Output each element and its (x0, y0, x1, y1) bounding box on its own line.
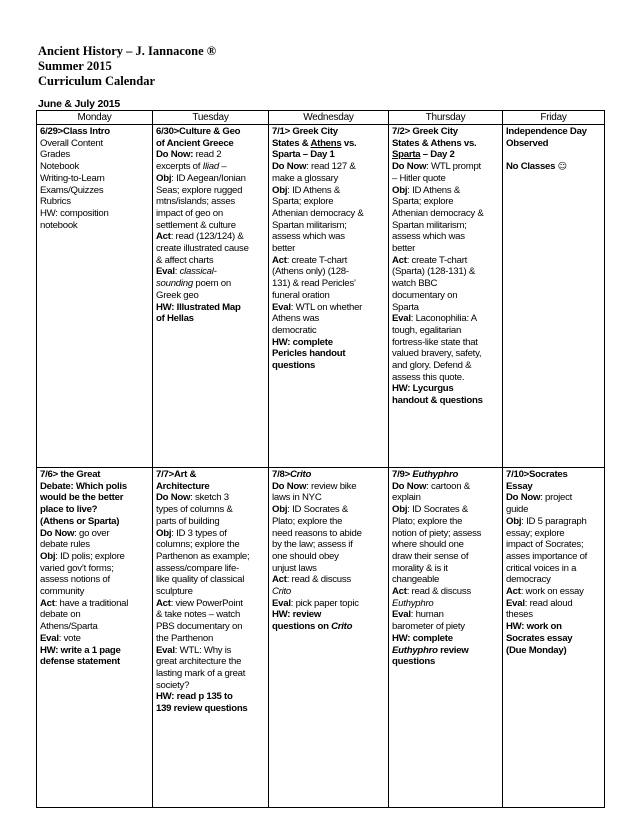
act-text: documentary on (392, 289, 458, 301)
do-now-label: Do Now (156, 492, 191, 504)
act-text: Euthyphro (392, 597, 434, 609)
lesson-title: Sparta (392, 149, 421, 161)
hw-text: Crito (331, 621, 353, 633)
obj-text: settlement & culture (156, 219, 236, 231)
obj-text: impact of Socrates; (506, 539, 584, 551)
eval-text: classical- (179, 266, 217, 278)
eval-text: sounding (156, 278, 193, 290)
do-now-label: Do Now (506, 492, 541, 504)
act-label: Act (392, 254, 407, 266)
eval-label: Eval (392, 609, 411, 621)
lesson-title: 7/8> (272, 469, 290, 480)
eval-text: : read aloud (524, 597, 573, 609)
obj-text: Seas; explore rugged (156, 184, 243, 196)
curriculum-calendar-table (36, 110, 605, 808)
obj-text: columns; explore the (156, 539, 240, 551)
do-now-text: : cartoon & (426, 480, 470, 492)
eval-text: barometer of piety (392, 621, 465, 633)
act-text: : work on essay (520, 586, 584, 598)
cell-7-1 (269, 125, 389, 468)
hw-text: handout & questions (392, 395, 483, 407)
obj-text: Sparta; explore (392, 196, 454, 208)
do-now-label: Do Now (392, 161, 427, 173)
obj-text: : ID Aegean/Ionian (171, 172, 246, 184)
eval-text: poem on (192, 278, 231, 290)
act-text: (Athens only) (128- (272, 266, 349, 278)
do-now-text: : go over (74, 527, 110, 539)
do-now-text: : WTL prompt (426, 161, 481, 173)
header-doc-title: Curriculum Calendar (38, 74, 156, 88)
lesson-line: Overall Content (40, 137, 103, 149)
do-now-text: : review bike (306, 480, 357, 492)
do-now-label: Do Now (392, 480, 427, 492)
obj-text: by the law; assess if (272, 539, 353, 551)
cell-6-29 (37, 125, 153, 468)
hw-text: 139 review questions (156, 703, 248, 715)
hw-text: of Hellas (156, 313, 194, 325)
hw-text: HW: complete (272, 336, 333, 348)
obj-text: Sparta; explore (272, 196, 334, 208)
lesson-title: Euthyphro (412, 469, 459, 480)
lesson-line: HW: composition (40, 207, 109, 219)
obj-text: like quality of classical (156, 574, 245, 586)
eval-text: and glory. Defend & (392, 360, 472, 372)
do-now-text: – Hitler quote (392, 172, 446, 184)
lesson-line: notebook (40, 219, 78, 231)
obj-text: notion of piety; assess (392, 527, 482, 539)
hw-text: HW: review (272, 609, 322, 621)
act-text: Athens/Sparta (40, 621, 98, 633)
obj-text: essay; explore (506, 527, 565, 539)
col-header-monday: Monday (37, 111, 153, 125)
obj-text: : ID 5 paragraph (521, 515, 587, 527)
cell-7-3 (503, 125, 605, 468)
cell-7-10 (503, 468, 605, 808)
header-term: Summer 2015 (38, 59, 112, 73)
lesson-line: Exams/Quizzes (40, 184, 104, 196)
obj-text: better (272, 243, 296, 255)
lesson-title: Debate: Which polis (40, 480, 127, 492)
obj-text: morality & is it (392, 562, 448, 574)
cell-7-9 (389, 468, 503, 808)
act-text: : view PowerPoint (170, 597, 243, 609)
act-text: : create T-chart (406, 254, 468, 266)
obj-text: mtns/islands; asses (156, 196, 235, 208)
eval-label: Eval (506, 597, 525, 609)
obj-text: assess which was (272, 231, 345, 243)
lesson-title: – Day 2 (420, 149, 455, 161)
lesson-title: 6/29>Class Intro (40, 126, 110, 137)
obj-text: Plato; explore the (392, 515, 463, 527)
act-label: Act (272, 574, 287, 586)
hw-text: Euthyphro (392, 644, 438, 656)
hw-text: HW: write a 1 page (40, 644, 121, 656)
obj-text: where should one (392, 539, 464, 551)
eval-label: Eval (156, 644, 175, 656)
obj-text: better (392, 243, 416, 255)
do-now-text: : sketch 3 (190, 492, 229, 504)
lesson-title: 7/9> (392, 469, 413, 480)
hw-text: HW: Lycurgus (392, 383, 454, 395)
obj-text: Spartan militarism; (392, 219, 467, 231)
act-text: 131) & read Pericles’ (272, 278, 356, 290)
eval-text: : WTL: Why is (174, 644, 232, 656)
eval-label: Eval (272, 301, 291, 313)
act-text: funeral oration (272, 289, 330, 301)
obj-text: sculpture (156, 586, 193, 598)
eval-text: democratic (272, 324, 317, 336)
do-now-text: excerpts of (156, 161, 203, 173)
lesson-title: States & Athens vs. (392, 137, 477, 149)
act-text: create illustrated cause (156, 243, 249, 255)
col-header-wednesday: Wednesday (269, 111, 389, 125)
obj-label: Obj (506, 515, 522, 527)
obj-text: : ID Socrates & (407, 504, 469, 516)
act-text: : read (123/124) & (170, 231, 244, 243)
hw-text: HW: read p 135 to (156, 691, 233, 703)
hw-text: Pericles handout (272, 348, 346, 360)
obj-text: democracy (506, 574, 551, 586)
eval-text: valued bravery, safety, (392, 348, 482, 360)
act-text: debate on (40, 609, 81, 621)
do-now-text: guide (506, 504, 529, 516)
do-now-label: Do Now (40, 527, 75, 539)
lesson-line: Writing-to-Learn (40, 172, 105, 184)
col-header-tuesday: Tuesday (153, 111, 269, 125)
eval-label: Eval (392, 313, 411, 325)
smiley-icon: ☺ (557, 162, 567, 173)
hw-text: defense statement (40, 656, 120, 668)
cell-7-7 (153, 468, 269, 808)
do-now-text: types of columns & (156, 504, 233, 516)
obj-label: Obj (272, 504, 288, 516)
header-row (37, 111, 605, 125)
eval-label: Eval (156, 266, 175, 278)
lesson-title: of Ancient Greece (156, 137, 234, 149)
lesson-title: 7/1> Greek City (272, 126, 338, 137)
lesson-title: States & (272, 137, 311, 149)
lesson-title: place to live? (40, 504, 98, 516)
eval-text: : pick paper topic (290, 597, 359, 609)
act-text: Sparta (392, 301, 419, 313)
cell-6-30 (153, 125, 269, 468)
obj-text: need reasons to abide (272, 527, 362, 539)
do-now-text: laws in NYC (272, 492, 322, 504)
obj-text: draw their sense of (392, 550, 469, 562)
act-text: the Parthenon (156, 632, 214, 644)
act-label: Act (272, 254, 287, 266)
obj-text: Athenian democracy & (272, 207, 364, 219)
act-text: : read & discuss (286, 574, 351, 586)
obj-text: assess which was (392, 231, 465, 243)
hw-text: HW: complete (392, 632, 453, 644)
act-label: Act (392, 586, 407, 598)
document-header (38, 44, 216, 89)
eval-text: Athens was (272, 313, 320, 325)
act-label: Act (40, 597, 55, 609)
act-text: & take notes – watch (156, 609, 241, 621)
obj-text: : ID Athens & (407, 184, 460, 196)
hw-text: (Due Monday) (506, 644, 567, 656)
obj-text: assess/compare life- (156, 562, 239, 574)
lesson-title: 7/2> Greek City (392, 126, 458, 137)
lesson-title: Crito (289, 469, 312, 480)
act-text: : have a traditional (54, 597, 129, 609)
obj-text: : ID Athens & (287, 184, 340, 196)
eval-text: : human (410, 609, 444, 621)
hw-text: questions (392, 656, 436, 668)
obj-text: critical voices in a (506, 562, 577, 574)
lesson-line: Grades (40, 149, 70, 161)
lesson-line: Rubrics (40, 196, 71, 208)
obj-text: community (40, 586, 85, 598)
obj-label: Obj (392, 504, 408, 516)
eval-text: lasting mark of a great (156, 667, 246, 679)
obj-label: Obj (156, 527, 172, 539)
do-now-text: – (218, 161, 227, 173)
col-header-thursday: Thursday (389, 111, 503, 125)
no-classes-note: No Classes (506, 161, 558, 173)
do-now-label: Do Now: (156, 149, 194, 161)
eval-text: society? (156, 679, 190, 691)
obj-label: Obj (40, 550, 56, 562)
do-now-text: Iliad (202, 161, 219, 173)
obj-text: Spartan militarism; (272, 219, 347, 231)
obj-label: Obj (272, 184, 288, 196)
lesson-title: would be the better (40, 492, 124, 504)
lesson-title: vs. (341, 137, 357, 149)
obj-label: Obj (392, 184, 408, 196)
obj-text: : ID 3 types of (171, 527, 227, 539)
cell-7-8 (269, 468, 389, 808)
lesson-title: 6/30>Culture & Geo (156, 126, 241, 137)
act-label: Act (506, 586, 521, 598)
act-label: Act (156, 597, 171, 609)
act-text: : read & discuss (406, 586, 471, 598)
hw-text: questions (272, 360, 316, 372)
eval-text: : (174, 266, 180, 278)
obj-text: Athenian democracy & (392, 207, 484, 219)
week-2-row (37, 468, 605, 808)
lesson-line: Notebook (40, 161, 80, 173)
do-now-text: debate rules (40, 539, 90, 551)
col-header-friday: Friday (503, 111, 605, 125)
hw-text: Socrates essay (506, 632, 573, 644)
lesson-title: Observed (506, 137, 549, 149)
obj-text: one should obey (272, 550, 339, 562)
hw-text: HW: Illustrated Map (156, 301, 241, 313)
calendar-period: June & July 2015 (38, 98, 121, 110)
act-label: Act (156, 231, 171, 243)
week-1-row (37, 125, 605, 468)
act-text: Crito (272, 586, 292, 598)
eval-text: tough, egalitarian (392, 324, 462, 336)
do-now-label: Do Now (272, 480, 307, 492)
obj-label: Obj (156, 172, 172, 184)
act-text: PBS documentary on (156, 621, 243, 633)
do-now-text: explain (392, 492, 421, 504)
hw-text: questions on (272, 621, 332, 633)
do-now-text: : read 127 & (306, 161, 356, 173)
eval-text: : Laconophilia: A (410, 313, 477, 325)
lesson-title: Essay (506, 480, 533, 492)
eval-text: great architecture the (156, 656, 242, 668)
do-now-text: : project (540, 492, 573, 504)
do-now-text: read 2 (193, 149, 222, 161)
eval-text: fortress-like state that (392, 336, 478, 348)
header-course-title: Ancient History – J. Iannacone ® (38, 44, 217, 58)
eval-label: Eval (272, 597, 291, 609)
cell-7-2 (389, 125, 503, 468)
eval-text: : WTL on whether (290, 301, 363, 313)
eval-text: theses (506, 609, 533, 621)
act-text: watch BBC (392, 278, 438, 290)
obj-text: : ID Socrates & (287, 504, 349, 516)
hw-text: review (437, 644, 469, 656)
lesson-title: 7/6> the Great (40, 469, 101, 480)
do-now-text: parts of building (156, 515, 220, 527)
eval-text: : vote (58, 632, 81, 644)
obj-text: changeable (392, 574, 440, 586)
lesson-title: Independence Day (506, 126, 587, 137)
lesson-title: (Athens or Sparta) (40, 515, 120, 527)
eval-label: Eval (40, 632, 59, 644)
act-text: (Sparta) (128-131) & (392, 266, 475, 278)
eval-text: assess this quote. (392, 371, 465, 383)
obj-text: impact of geo on (156, 207, 223, 219)
obj-text: Plato; explore the (272, 515, 343, 527)
do-now-text: make a glossary (272, 172, 339, 184)
lesson-title: 7/10>Socrates (506, 469, 568, 480)
eval-text: Greek geo (156, 289, 199, 301)
lesson-title: Architecture (156, 480, 210, 492)
act-text: : create T-chart (286, 254, 348, 266)
lesson-title: Athens (310, 137, 342, 149)
cell-7-6 (37, 468, 153, 808)
lesson-title: 7/7>Art & (156, 469, 197, 480)
lesson-title: Sparta – Day 1 (272, 149, 335, 161)
obj-text: Parthenon as example; (156, 550, 250, 562)
hw-text: HW: work on (506, 621, 562, 633)
obj-text: unjust laws (272, 562, 317, 574)
obj-text: varied gov’t forms; (40, 562, 114, 574)
obj-text: asses importance of (506, 550, 588, 562)
do-now-label: Do Now (272, 161, 307, 173)
act-text: & affect charts (156, 254, 214, 266)
obj-text: assess notions of (40, 574, 110, 586)
obj-text: : ID polis; explore (55, 550, 125, 562)
